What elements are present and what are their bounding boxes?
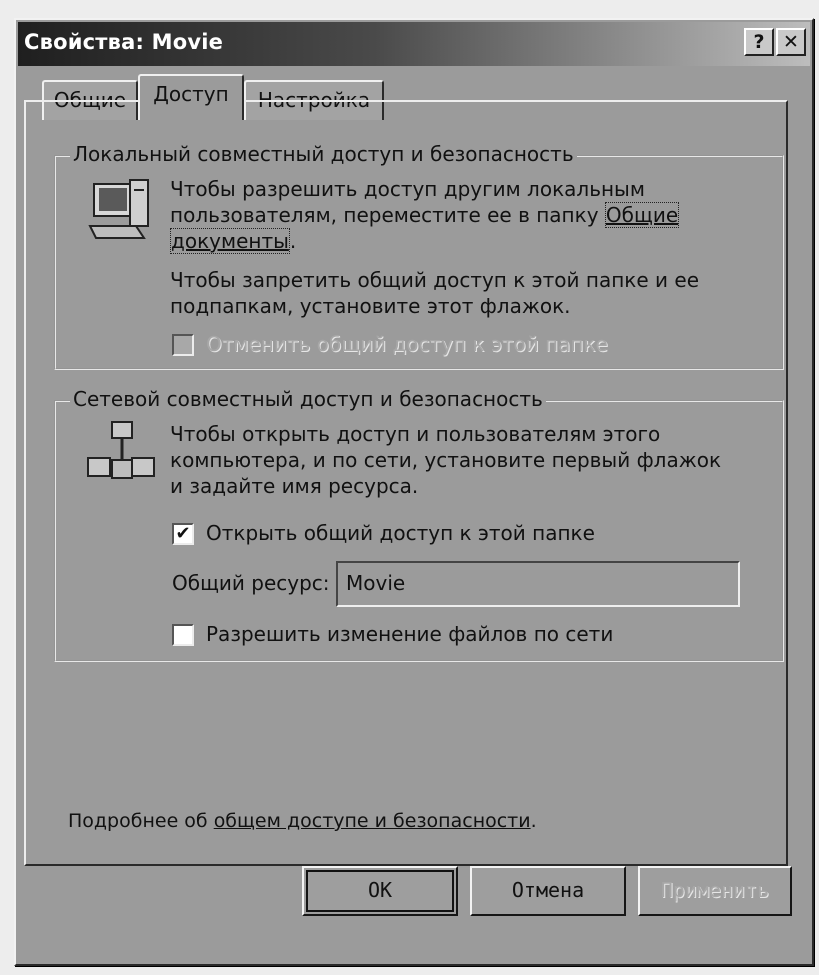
share-folder-label: Открыть общий доступ к этой папке: [206, 521, 595, 545]
local-help-line3: [170, 228, 296, 255]
network-help-line1: Чтобы открыть доступ и пользователям этого: [170, 422, 661, 446]
cancel-button[interactable]: Отмена: [470, 866, 626, 916]
network-sharing-legend: Сетевой совместный доступ и безопасность: [70, 387, 546, 411]
title-bar[interactable]: [18, 22, 810, 66]
tab-sharing[interactable]: Доступ: [138, 74, 244, 120]
allow-changes-checkbox[interactable]: [172, 624, 194, 646]
window-title: Свойства: Movie: [24, 30, 224, 54]
network-icon: [86, 420, 156, 490]
share-name-label: Общий ресурс:: [172, 571, 330, 595]
allow-changes-label: Разрешить изменение файлов по сети: [206, 622, 614, 646]
learn-more-line: [68, 808, 537, 835]
shared-documents-link[interactable]: Общие: [605, 203, 679, 227]
local-info-line2: подпапкам, установите этот флажок.: [170, 294, 571, 318]
computer-icon: [86, 176, 156, 246]
make-private-label: Отменить общий доступ к этой папке: [206, 332, 608, 356]
share-name-input[interactable]: Movie: [336, 561, 740, 607]
apply-button[interactable]: Применить: [638, 866, 792, 916]
local-help-line2: [170, 202, 679, 229]
local-sharing-legend: Локальный совместный доступ и безопасность: [70, 142, 577, 166]
local-help-line1: Чтобы разрешить доступ другим локальным: [170, 177, 645, 201]
local-info-line1: Чтобы запретить общий доступ к этой папке и ее: [170, 268, 700, 292]
share-folder-checkbox[interactable]: ✔: [172, 523, 194, 545]
learn-more-link[interactable]: общем доступе и безопасности: [213, 810, 531, 832]
local-help-line2-text: пользователям, переместите ее в папку: [170, 203, 605, 227]
make-private-checkbox[interactable]: [172, 334, 194, 356]
network-help-line3: и задайте имя ресурса.: [170, 474, 419, 498]
learn-more-suffix: .: [530, 810, 537, 832]
ok-button[interactable]: OK: [302, 866, 458, 916]
help-button[interactable]: ?: [744, 28, 774, 56]
network-help-line2: компьютера, и по сети, установите первый флажок: [170, 448, 722, 472]
tab-customize[interactable]: Настройка: [244, 80, 384, 120]
learn-more-prefix: Подробнее об: [68, 810, 214, 832]
tab-general[interactable]: Общие: [42, 80, 138, 120]
local-help-period: .: [289, 229, 297, 253]
shared-documents-link-cont[interactable]: документы: [171, 229, 289, 253]
close-button[interactable]: ✕: [776, 28, 806, 56]
